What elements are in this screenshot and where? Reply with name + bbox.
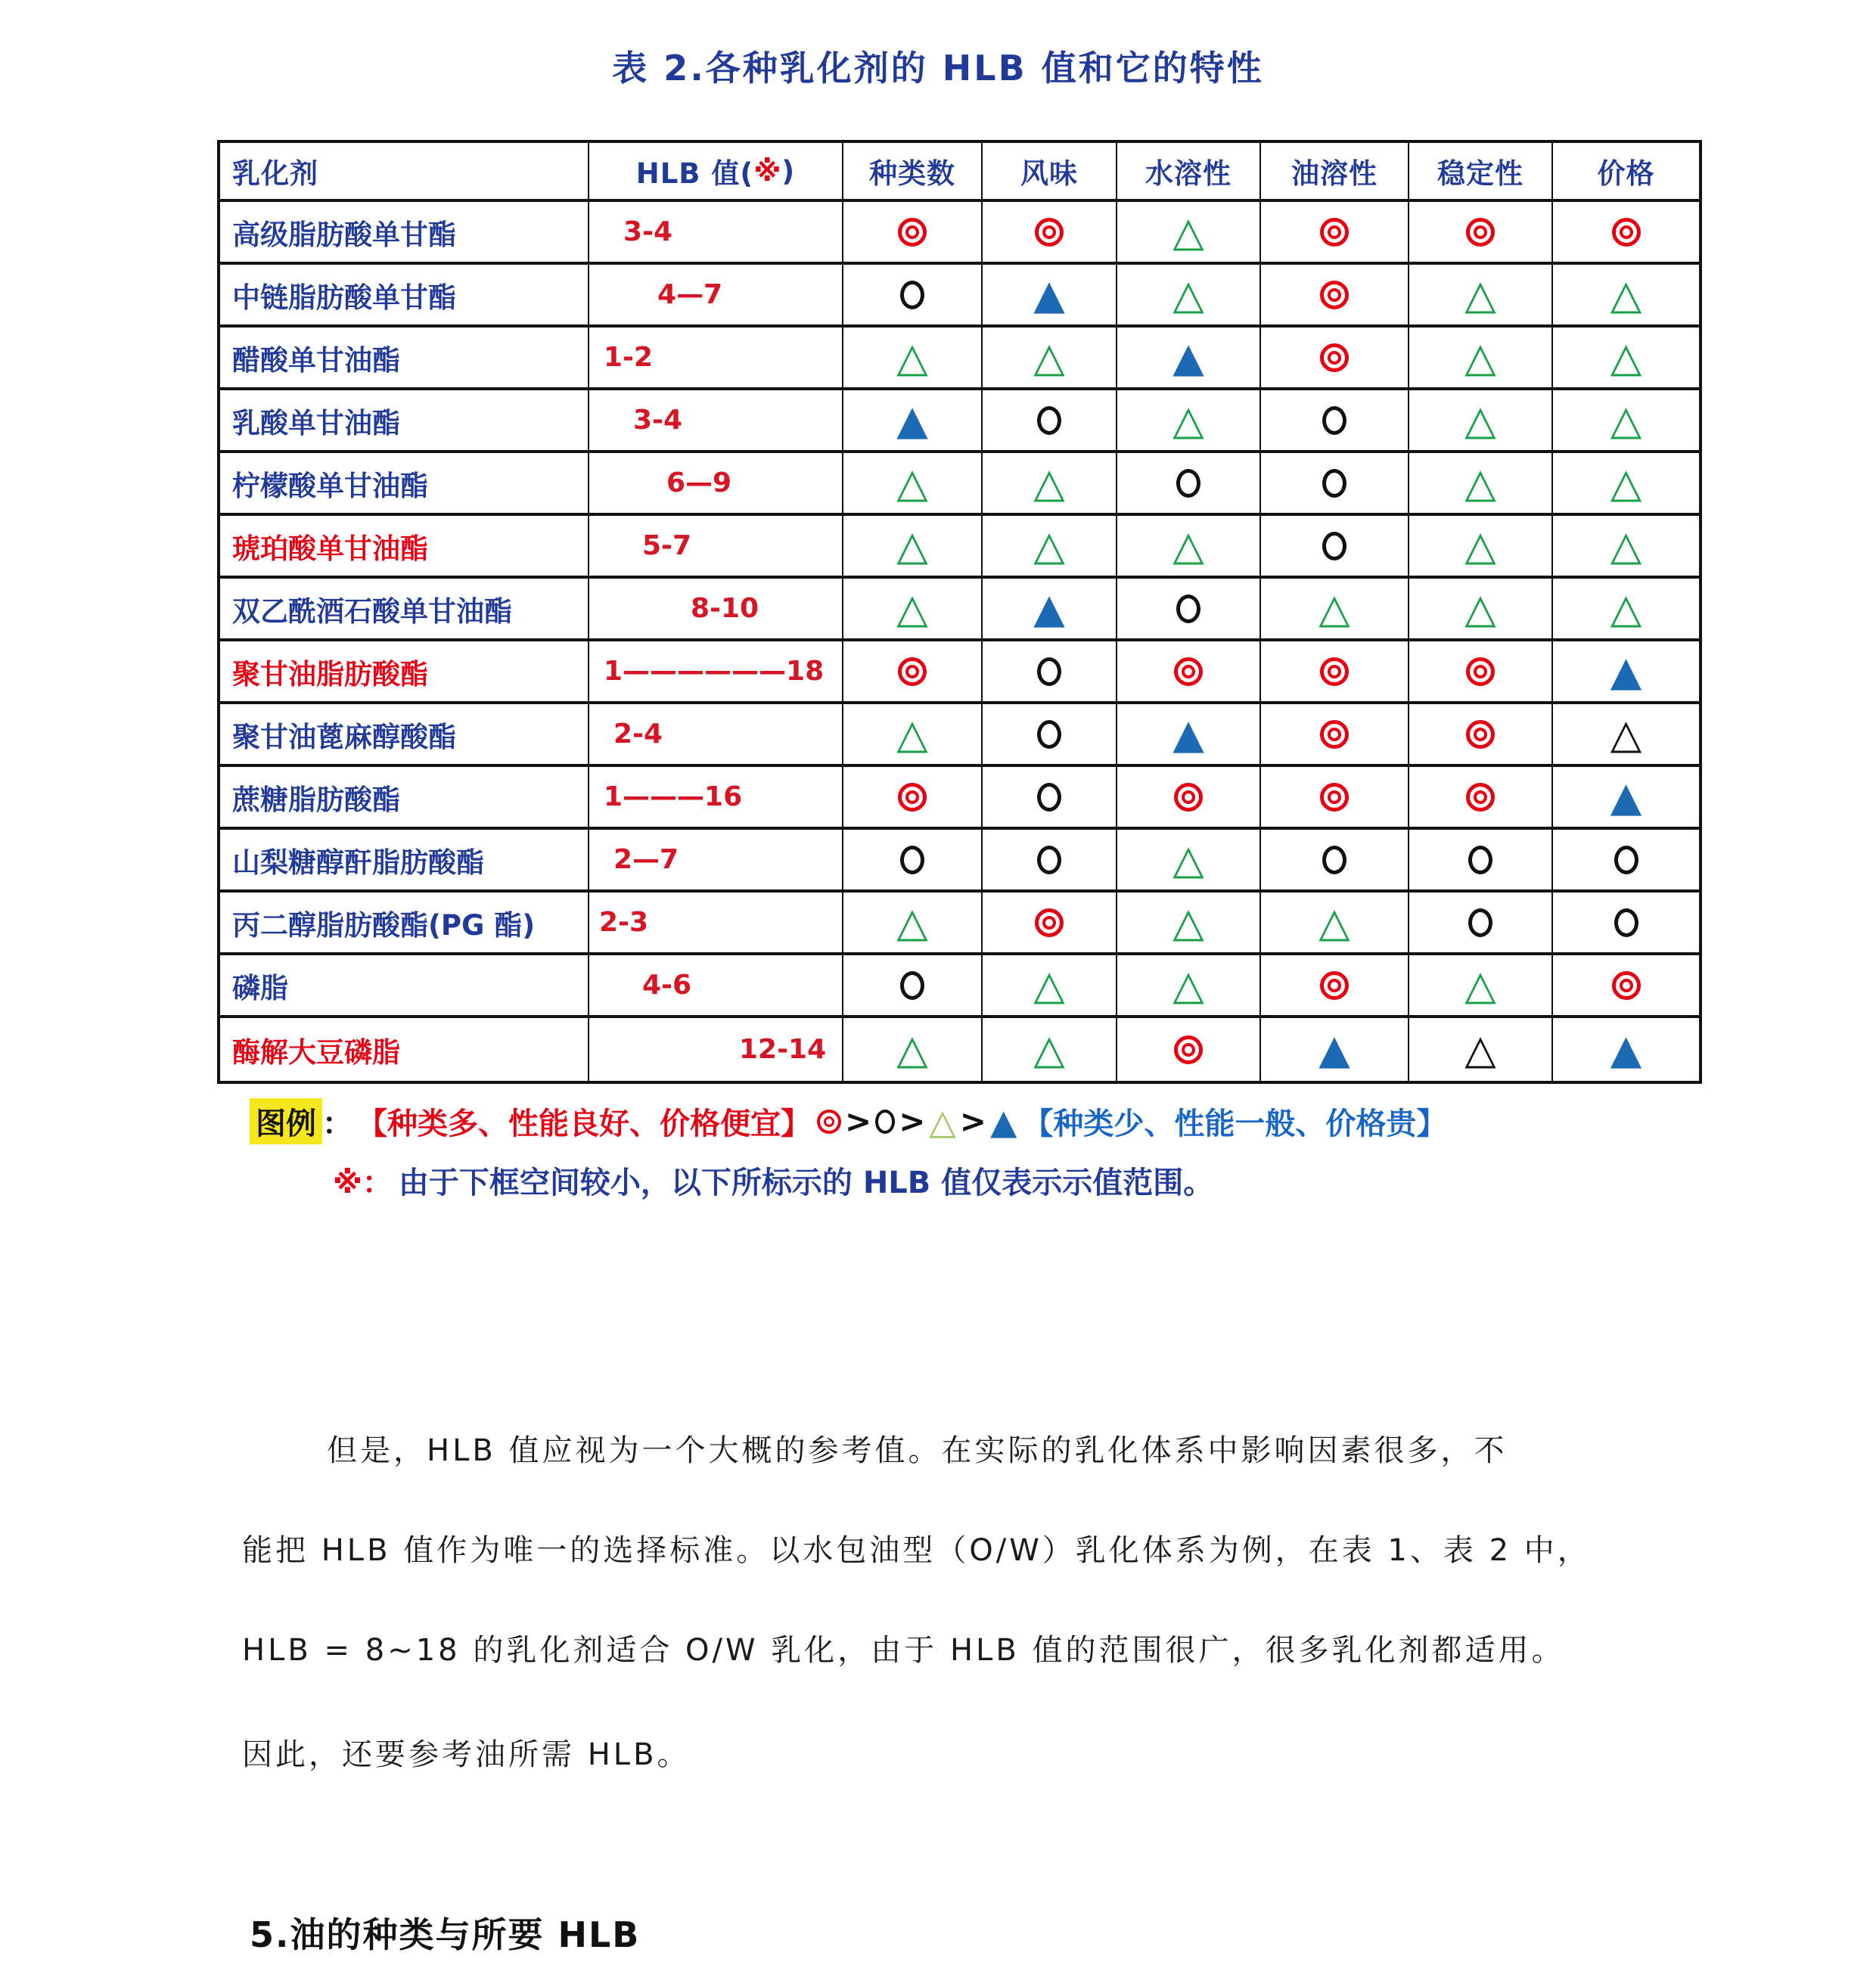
hlb-note-line — [333, 1159, 1213, 1202]
rating-cell — [1117, 704, 1261, 767]
rating-cell — [843, 767, 983, 830]
black-circle-icon — [1322, 406, 1346, 435]
rating-cell — [1117, 830, 1261, 893]
hlb-value: 8-10 — [691, 593, 759, 624]
red-double-circle-icon — [1174, 1035, 1203, 1064]
rating-cell — [843, 453, 983, 516]
rating-cell — [843, 265, 983, 328]
table-title: 表 2.各种乳化剂的 HLB 值和它的特性 — [612, 48, 1264, 88]
inner-ring — [1328, 225, 1341, 239]
rating-cell — [1553, 328, 1699, 390]
emulsifier-name: 山梨糖醇酐脂肪酸酯 — [232, 846, 484, 879]
hlb-value-cell — [589, 453, 843, 516]
emulsifier-name: 琥珀酸单甘油酯 — [232, 532, 428, 565]
rating-cell — [1261, 516, 1409, 579]
rating-cell — [1261, 265, 1409, 328]
rating-cell — [843, 390, 983, 453]
hlb-value-cell — [589, 704, 843, 767]
red-double-circle-icon — [1320, 720, 1349, 749]
table-header-cell: 水溶性 — [1117, 143, 1261, 202]
hlb-value-cell — [589, 390, 843, 453]
hlb-value: 5-7 — [642, 530, 692, 561]
legend-label: 图例 — [250, 1098, 322, 1144]
rating-cell — [1409, 1018, 1553, 1081]
rating-cell — [843, 1018, 983, 1081]
rating-cell — [843, 516, 983, 579]
inner-ring — [1328, 665, 1341, 678]
note-reference-mark: ※： — [333, 1166, 393, 1200]
hlb-value: 2-4 — [613, 719, 663, 750]
rating-cell — [983, 830, 1117, 893]
inner-ring — [1328, 728, 1341, 741]
black-circle-icon — [1322, 469, 1346, 498]
rating-cell — [1553, 453, 1699, 516]
green-triangle-icon: △ — [1464, 396, 1496, 444]
green-triangle-icon: △ — [1172, 270, 1204, 318]
red-double-circle-icon — [1320, 343, 1349, 372]
rating-cell — [1409, 830, 1553, 893]
green-triangle-icon: △ — [1172, 396, 1204, 444]
hlb-header-suffix: ) — [781, 154, 796, 188]
inner-ring — [1328, 979, 1341, 992]
rating-cell — [843, 893, 983, 955]
hlb-value-cell — [589, 265, 843, 328]
paragraph-line-2: 能把 HLB 值作为唯一的选择标准。以水包油型（O/W）乳化体系为例，在表 1、表 2 中， — [242, 1533, 1591, 1568]
red-double-circle-icon — [1320, 971, 1349, 1000]
blue-triangle-icon: ▲ — [1033, 270, 1065, 318]
black-triangle-icon: △ — [1610, 709, 1642, 758]
rating-cell — [983, 955, 1117, 1018]
rating-cell — [1261, 704, 1409, 767]
black-triangle-icon: △ — [1464, 1025, 1496, 1073]
rating-cell — [983, 641, 1117, 704]
legend-colon: ： — [322, 1107, 353, 1141]
hlb-value-cell — [589, 893, 843, 955]
emulsifier-name: 醋酸单甘油酯 — [232, 343, 400, 377]
rating-cell — [983, 202, 1117, 265]
red-double-circle-icon — [1035, 908, 1064, 937]
black-circle-icon — [1037, 846, 1061, 874]
rating-cell — [1261, 1018, 1409, 1081]
blue-triangle-icon: ▲ — [990, 1101, 1017, 1142]
hlb-value-cell — [589, 579, 843, 641]
hlb-value-cell — [589, 767, 843, 830]
black-circle-icon — [1037, 783, 1061, 812]
rating-cell — [1117, 516, 1261, 579]
blue-triangle-icon: ▲ — [1172, 333, 1204, 381]
emulsifier-name: 高级脂肪酸单甘酯 — [232, 218, 456, 251]
rating-cell — [1117, 579, 1261, 641]
rating-cell — [1117, 955, 1261, 1018]
light-green-triangle-icon: △ — [929, 1101, 956, 1142]
inner-ring — [1182, 665, 1195, 678]
green-triangle-icon: △ — [1172, 835, 1204, 883]
rating-cell — [1409, 516, 1553, 579]
red-double-circle-icon — [817, 1110, 841, 1134]
green-triangle-icon: △ — [1033, 458, 1065, 507]
red-double-circle-icon — [1320, 218, 1349, 247]
red-double-circle-icon — [1612, 971, 1641, 1000]
emulsifier-name: 聚甘油蓖麻醇酸酯 — [232, 720, 456, 753]
red-double-circle-icon — [1320, 783, 1349, 812]
hlb-header-prefix: HLB 值( — [635, 157, 754, 190]
green-triangle-icon: △ — [1464, 521, 1496, 570]
green-triangle-icon: △ — [1172, 207, 1204, 256]
inner-ring — [1042, 916, 1056, 930]
green-triangle-icon: △ — [1033, 1025, 1065, 1073]
hlb-value: 1———16 — [604, 781, 743, 812]
red-double-circle-icon — [1612, 218, 1641, 247]
rating-cell — [1553, 704, 1699, 767]
green-triangle-icon: △ — [1318, 898, 1350, 946]
hlb-value-cell — [589, 955, 843, 1018]
rating-cell — [1553, 641, 1699, 704]
emulsifier-name: 磷脂 — [232, 971, 288, 1004]
greater-than-sign: > — [959, 1103, 986, 1140]
rating-cell — [1409, 390, 1553, 453]
green-triangle-icon: △ — [1610, 333, 1642, 381]
hlb-value: 6—9 — [666, 467, 732, 498]
rating-cell — [1409, 453, 1553, 516]
rating-cell — [1553, 955, 1699, 1018]
rating-cell — [1409, 893, 1553, 955]
rating-cell — [1261, 453, 1409, 516]
emulsifier-name-cell — [220, 893, 589, 955]
rating-cell — [843, 202, 983, 265]
emulsifier-name-cell — [220, 767, 589, 830]
rating-cell — [1553, 767, 1699, 830]
emulsifier-name-cell — [220, 265, 589, 328]
emulsifier-name-cell — [220, 328, 589, 390]
green-triangle-icon: △ — [1172, 521, 1204, 570]
rating-cell — [983, 579, 1117, 641]
green-triangle-icon: △ — [1172, 961, 1204, 1009]
rating-cell — [983, 516, 1117, 579]
red-double-circle-icon — [1466, 657, 1495, 686]
greater-than-sign: > — [899, 1103, 926, 1140]
hlb-value: 4—7 — [657, 279, 723, 310]
inner-ring — [1328, 351, 1341, 365]
red-double-circle-icon — [1320, 281, 1349, 309]
black-circle-icon — [900, 281, 924, 309]
red-double-circle-icon — [1466, 720, 1495, 749]
rating-cell — [843, 328, 983, 390]
black-circle-icon — [1322, 532, 1346, 560]
legend-poor-text: 【种类少、性能一般、价格贵】 — [1023, 1107, 1447, 1141]
green-triangle-icon: △ — [1033, 961, 1065, 1009]
rating-cell — [1409, 328, 1553, 390]
green-triangle-icon: △ — [1464, 961, 1496, 1009]
green-triangle-icon: △ — [896, 1025, 928, 1073]
blue-triangle-icon: ▲ — [896, 396, 928, 444]
table-header-cell: 价格 — [1553, 143, 1699, 202]
black-circle-icon — [900, 846, 924, 874]
inner-ring — [1328, 288, 1341, 302]
legend-good-text: 【种类多、性能良好、价格便宜】 — [357, 1107, 811, 1141]
inner-ring — [1474, 728, 1487, 741]
red-double-circle-icon — [898, 657, 927, 686]
rating-cell — [1409, 955, 1553, 1018]
rating-cell — [1409, 704, 1553, 767]
blue-triangle-icon: ▲ — [1610, 647, 1642, 695]
black-circle-icon — [1037, 720, 1061, 749]
rating-cell — [983, 328, 1117, 390]
black-circle-icon — [1037, 406, 1061, 435]
green-triangle-icon: △ — [1610, 270, 1642, 318]
table-header-cell: 乳化剂 — [220, 143, 589, 202]
green-triangle-icon: △ — [1464, 584, 1496, 632]
blue-triangle-icon: ▲ — [1172, 709, 1204, 758]
black-circle-icon — [1037, 657, 1061, 686]
emulsifier-name: 蔗糖脂肪酸酯 — [232, 783, 400, 816]
green-triangle-icon: △ — [896, 333, 928, 381]
emulsifier-name-cell — [220, 516, 589, 579]
green-triangle-icon: △ — [896, 584, 928, 632]
rating-cell — [1261, 767, 1409, 830]
green-triangle-icon: △ — [1464, 270, 1496, 318]
green-triangle-icon: △ — [1033, 333, 1065, 381]
inner-ring — [1474, 225, 1487, 239]
rating-cell — [1553, 516, 1699, 579]
green-triangle-icon: △ — [896, 898, 928, 946]
hlb-value: 2—7 — [613, 844, 679, 875]
rating-cell — [1409, 767, 1553, 830]
green-triangle-icon: △ — [1464, 458, 1496, 507]
rating-cell — [983, 704, 1117, 767]
reference-mark-icon: ※ — [753, 154, 782, 188]
hlb-value-cell — [589, 516, 843, 579]
rating-cell — [1117, 453, 1261, 516]
rating-cell — [1117, 202, 1261, 265]
green-triangle-icon: △ — [896, 709, 928, 758]
rating-cell — [983, 453, 1117, 516]
rating-cell — [1553, 202, 1699, 265]
black-circle-icon — [1614, 846, 1638, 874]
red-double-circle-icon — [1320, 657, 1349, 686]
emulsifier-name-cell — [220, 704, 589, 767]
inner-ring — [1182, 790, 1195, 804]
rating-cell — [843, 641, 983, 704]
rating-cell — [1117, 390, 1261, 453]
emulsifier-name-cell — [220, 641, 589, 704]
red-double-circle-icon — [1466, 783, 1495, 812]
legend — [250, 1098, 1446, 1144]
black-circle-icon — [1322, 846, 1346, 874]
black-circle-icon — [900, 971, 924, 1000]
black-circle-icon — [1176, 594, 1200, 623]
red-double-circle-icon — [1174, 657, 1203, 686]
hlb-value-cell — [589, 202, 843, 265]
rating-cell — [1261, 390, 1409, 453]
rating-cell — [1117, 893, 1261, 955]
rating-cell — [1261, 893, 1409, 955]
table-header-cell: 风味 — [983, 143, 1117, 202]
hlb-value-cell — [589, 830, 843, 893]
black-circle-icon — [1468, 846, 1492, 874]
rating-cell — [1553, 893, 1699, 955]
inner-ring — [824, 1116, 834, 1127]
hlb-value: 1——————18 — [604, 656, 825, 687]
rating-cell — [1261, 328, 1409, 390]
rating-cell — [1553, 265, 1699, 328]
rating-cell — [843, 704, 983, 767]
hlb-value-cell — [589, 641, 843, 704]
paragraph-line-3: HLB = 8~18 的乳化剂适合 O/W 乳化，由于 HLB 值的范围很广，很多乳化剂都适用。 — [242, 1633, 1565, 1668]
green-triangle-icon: △ — [1610, 521, 1642, 570]
blue-triangle-icon: ▲ — [1033, 584, 1065, 632]
rating-cell — [1409, 579, 1553, 641]
table-header-cell: 稳定性 — [1409, 143, 1553, 202]
rating-cell — [1261, 830, 1409, 893]
rating-cell — [1261, 202, 1409, 265]
hlb-value: 4-6 — [642, 970, 692, 1001]
inner-ring — [1042, 225, 1056, 239]
emulsifier-name-cell — [220, 830, 589, 893]
paragraph-line-1: 但是，HLB 值应视为一个大概的参考值。在实际的乳化体系中影响因素很多，不 — [327, 1433, 1508, 1468]
rating-cell — [1117, 641, 1261, 704]
greater-than-sign: > — [845, 1103, 872, 1140]
blue-triangle-icon: ▲ — [1610, 772, 1642, 821]
green-triangle-icon: △ — [1610, 396, 1642, 444]
rating-cell — [1553, 1018, 1699, 1081]
rating-cell — [843, 579, 983, 641]
red-double-circle-icon — [898, 783, 927, 812]
hlb-value: 3-4 — [623, 216, 673, 247]
rating-cell — [1409, 641, 1553, 704]
rating-cell — [1117, 265, 1261, 328]
red-double-circle-icon — [1035, 218, 1064, 247]
inner-ring — [1620, 225, 1633, 239]
inner-ring — [1620, 979, 1633, 992]
blue-triangle-icon: ▲ — [1610, 1025, 1642, 1073]
rating-cell — [1553, 579, 1699, 641]
emulsifier-name: 乳酸单甘油酯 — [232, 406, 400, 439]
emulsifier-name-cell — [220, 1018, 589, 1081]
inner-ring — [905, 225, 919, 239]
rating-cell — [1261, 641, 1409, 704]
inner-ring — [1474, 790, 1487, 804]
rating-cell — [1117, 1018, 1261, 1081]
green-triangle-icon: △ — [1033, 521, 1065, 570]
rating-cell — [1409, 202, 1553, 265]
black-circle-icon — [1614, 908, 1638, 937]
rating-cell — [1117, 328, 1261, 390]
emulsifier-name: 柠檬酸单甘油酯 — [232, 469, 428, 502]
green-triangle-icon: △ — [1610, 458, 1642, 507]
hlb-value-cell — [589, 1018, 843, 1081]
hlb-value: 2-3 — [599, 907, 649, 938]
green-triangle-icon: △ — [1318, 584, 1350, 632]
emulsifier-name-cell — [220, 453, 589, 516]
hlb-value: 12-14 — [739, 1034, 827, 1065]
blue-triangle-icon: ▲ — [1318, 1025, 1350, 1073]
black-circle-icon — [1468, 908, 1492, 937]
rating-cell — [1117, 767, 1261, 830]
green-triangle-icon: △ — [1464, 333, 1496, 381]
legend-ranking — [817, 1103, 1017, 1140]
inner-ring — [905, 665, 919, 678]
table-header-cell: 油溶性 — [1261, 143, 1409, 202]
emulsifier-name: 丙二醇脂肪酸酯(PG 酯) — [232, 908, 536, 942]
green-triangle-icon: △ — [896, 521, 928, 570]
rating-cell — [1261, 579, 1409, 641]
red-double-circle-icon — [898, 218, 927, 247]
black-circle-icon — [875, 1110, 895, 1134]
emulsifier-name: 酶解大豆磷脂 — [232, 1035, 400, 1069]
section-heading: 5.油的种类与所要 HLB — [250, 1914, 641, 1955]
inner-ring — [1474, 665, 1487, 678]
note-text: 由于下框空间较小，以下所标示的 HLB 值仅表示示值范围。 — [398, 1166, 1214, 1200]
emulsifier-name-cell — [220, 579, 589, 641]
rating-cell — [983, 767, 1117, 830]
table-header-cell: 种类数 — [843, 143, 983, 202]
emulsifier-name-cell — [220, 202, 589, 265]
paragraph-line-4: 因此，还要参考油所需 HLB。 — [242, 1737, 691, 1772]
hlb-value-cell — [589, 328, 843, 390]
emulsifier-name-cell — [220, 955, 589, 1018]
black-circle-icon — [1176, 469, 1200, 498]
rating-cell — [983, 265, 1117, 328]
green-triangle-icon: △ — [1172, 898, 1204, 946]
hlb-value: 3-4 — [633, 405, 683, 436]
table-header-cell — [589, 143, 843, 202]
inner-ring — [1182, 1043, 1195, 1057]
hlb-table — [217, 140, 1702, 1084]
rating-cell — [1553, 830, 1699, 893]
rating-cell — [983, 1018, 1117, 1081]
rating-cell — [1409, 265, 1553, 328]
inner-ring — [905, 790, 919, 804]
emulsifier-name: 聚甘油脂肪酸酯 — [232, 657, 428, 691]
emulsifier-name: 中链脂肪酸单甘酯 — [232, 281, 456, 314]
inner-ring — [1328, 790, 1341, 804]
rating-cell — [843, 955, 983, 1018]
red-double-circle-icon — [1466, 218, 1495, 247]
emulsifier-name-cell — [220, 390, 589, 453]
rating-cell — [843, 830, 983, 893]
emulsifier-name: 双乙酰酒石酸单甘油酯 — [232, 594, 512, 628]
rating-cell — [1553, 390, 1699, 453]
rating-cell — [983, 390, 1117, 453]
red-double-circle-icon — [1174, 783, 1203, 812]
hlb-value: 1-2 — [604, 342, 654, 373]
green-triangle-icon: △ — [1610, 584, 1642, 632]
rating-cell — [1261, 955, 1409, 1018]
green-triangle-icon: △ — [896, 458, 928, 507]
rating-cell — [983, 893, 1117, 955]
